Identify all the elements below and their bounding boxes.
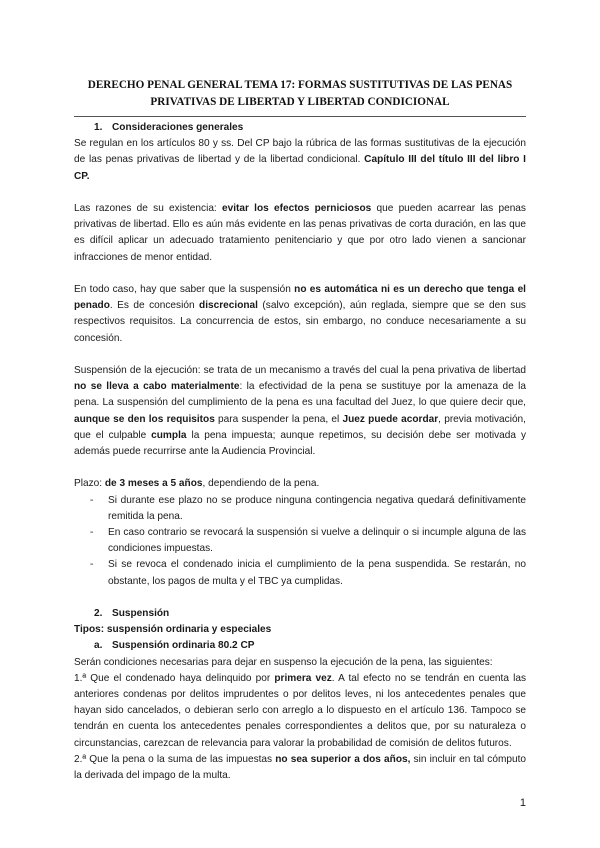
tipos-heading: Tipos: suspensión ordinaria y especiales [74, 624, 272, 636]
list-item: - Si se revoca el condenado inicia el cumplimiento de la pena suspendida. Se restarán, no obstante, los pagos de multa y el TBC ya cumplidas. [74, 557, 526, 589]
s2-intro: Serán condiciones necesarias para dejar en suspenso la ejecución de la pena, las siguientes: [74, 656, 493, 668]
s1-paragraph-3: En todo caso, hay que saber que la suspensión no es automática ni es un derecho que tenga el penado. Es de concesión discrecional (salvo excepción), aún reglada, siempre que se den sus respectivos requisitos. La concurrencia de estos, sin embargo, no conduce necesariamente a su concesión. [74, 284, 526, 344]
plazo-bullet-list [74, 493, 526, 590]
title-line-1: DERECHO PENAL GENERAL TEMA 17: FORMAS SUSTITUTIVAS DE LAS PENAS [87, 79, 513, 91]
condition-2: 2.ª Que la pena o la suma de las impuestas no sea superior a dos años, sin incluir en tal cómputo la derivada del impago de la multa. [74, 753, 526, 782]
document-body [74, 120, 526, 784]
s1-paragraph-4: Suspensión de la ejecución: se trata de un mecanismo a través del cual la pena privativa de libertad no se lleva a cabo materialmente: la efectividad de la pena se sustituye por la amenaza de la pena. La suspensión del cumplimiento de la pena es una facultad del Juez, lo que quiere decir que, aunque se den los requisitos para suspender la pena, el Juez puede acordar, previa motivación, que el culpable cumpla la pena impuesta; aunque repetimos, su decisión debe ser motivada y además puede recurrirse ante la Audiencia Provincial. [74, 365, 526, 458]
s1-paragraph-1: Se regulan en los artículos 80 y ss. Del CP bajo la rúbrica de las formas sustitutivas de la ejecución de las penas privativas de libertad y de la libertad condicional. Capítulo III del título III del libro I CP. [74, 138, 526, 182]
title-divider [74, 116, 526, 117]
document-title [60, 77, 540, 111]
plazo-paragraph: Plazo: de 3 meses a 5 años, dependiendo de la pena. [74, 478, 320, 490]
list-item: - Si durante ese plazo no se produce ninguna contingencia negativa quedará definitivamente remitida la pena. [74, 493, 526, 525]
page-number: 1 [519, 797, 526, 809]
list-item: - En caso contrario se revocará la suspensión si vuelve a delinquir o si incumple alguna de las condiciones impuestas. [74, 525, 526, 557]
condition-1: 1.ª Que el condenado haya delinquido por primera vez. A tal efecto no se tendrán en cuenta las anteriores condenas por delitos imprudentes o por delitos leves, ni los antecedentes penales que hayan sido cancelados, o debieran serlo con arreglo a lo dispuesto en el artículo 136. Tampoco se tendrán en cuenta los antecedentes penales correspondientes a delitos que, por su naturaleza o circunstancias, carezcan de relevancia para valorar la probabilidad de comisión de delitos futuros. [74, 672, 526, 749]
section-2-heading: 2. Suspensión [94, 608, 170, 620]
s1-paragraph-2: Las razones de su existencia: evitar los efectos perniciosos que pueden acarrear las penas privativas de libertad. Ello es aún más evidente en las penas privativas de corta duración, en las que es difícil aplicar un adecuado tratamiento penitenciario y que por otro lado vienen a sancionar infracciones de menor entidad. [74, 203, 526, 263]
title-line-2: PRIVATIVAS DE LIBERTAD Y LIBERTAD CONDICIONAL [150, 96, 450, 108]
section-1-heading: 1. Consideraciones generales [94, 122, 244, 133]
subsection-a-heading: a. Suspensión ordinaria 80.2 CP [94, 640, 255, 652]
